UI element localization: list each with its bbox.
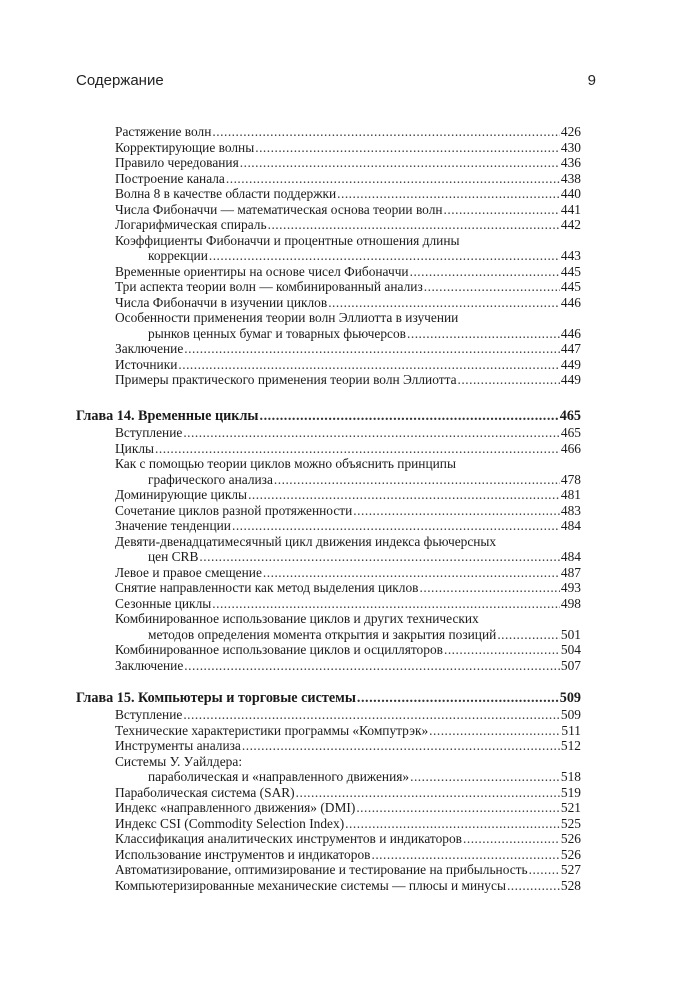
dot-leader [178,357,560,373]
dot-leader [184,341,560,357]
toc-entry-title: Инструменты анализа [115,738,241,753]
toc-entry-page: 481 [560,487,581,502]
dot-leader [240,155,560,171]
toc-entry-page: 512 [560,738,581,753]
dot-leader [328,295,560,311]
dot-leader [183,425,560,441]
toc-entry[interactable] [115,357,581,373]
toc-entry-title-line1: Комбинированное использование циклов и других технических [115,611,479,626]
toc-entry-page: 498 [560,595,581,611]
dot-leader [296,785,560,801]
toc-entry-title: Вступление [115,707,183,722]
toc-entry[interactable] [115,487,581,503]
toc-entry-title: Заключение [115,657,184,673]
toc-entry-title-line1: Особенности применения теории волн Эллиотта в изучении [115,310,459,325]
toc-entry-page: 446 [560,325,581,341]
toc-entry[interactable] [115,186,581,202]
toc-entry[interactable] [115,341,581,357]
toc-entry-title: Классификация аналитических инструментов и индикаторов [115,831,463,846]
toc-entry-page: 527 [560,862,581,877]
toc-entry-title: Индекс «направленного движения» (DMI) [115,800,356,815]
dot-leader [444,202,560,218]
dot-leader [248,487,560,503]
dot-leader [183,707,560,723]
toc-entry[interactable] [115,878,581,894]
toc-entry-page: 465 [560,425,581,440]
toc-entry-title: Индекс CSI (Commodity Selection Index) [115,815,345,831]
toc-entry-title: коррекции [148,248,208,263]
running-head [76,72,596,89]
toc-entry[interactable] [115,372,581,388]
toc-entry-page: 449 [560,356,581,372]
toc-entry-title-line1: Коэффициенты Фибоначчи и процентные отношения длины [115,232,460,248]
dot-leader [263,565,560,581]
toc-entry-title: Значение тенденции [115,518,231,533]
dot-leader [260,408,559,424]
dot-leader [424,279,560,295]
toc-entry[interactable] [115,124,581,140]
dot-leader [184,658,560,674]
dot-leader [199,549,559,565]
toc-entry-title: Вступление [115,425,183,440]
toc-entry-page: 466 [560,440,581,456]
toc-entry-page: 478 [560,471,581,487]
toc-entry-page: 504 [560,642,581,657]
dot-leader [444,642,560,658]
toc-entry-page: 526 [560,846,581,862]
toc-entry-title: Доминирующие циклы [115,487,248,502]
toc-entry[interactable] [115,171,581,187]
toc-entry[interactable] [115,217,581,233]
toc-entry-page: 501 [560,626,581,642]
dot-leader [410,769,560,785]
toc-entry-page: 442 [560,217,581,232]
dot-leader [337,186,560,202]
toc-entry-page: 465 [559,408,581,424]
toc-entry[interactable] [148,326,581,342]
dot-leader [497,627,560,643]
toc-entry-page: 528 [560,877,581,893]
toc-entry-title: Комбинированное использование циклов и осцилляторов [115,642,443,657]
toc-entry[interactable] [115,658,581,674]
toc-entry[interactable] [115,642,581,658]
toc-entry[interactable] [148,472,581,488]
toc-entry[interactable] [148,627,581,643]
toc-entry[interactable] [115,264,581,280]
toc-entry-page: 447 [560,341,581,356]
toc-entry[interactable] [115,202,581,218]
toc-entry-title: Три аспекта теории волн — комбинированный анализ [115,279,423,294]
toc-chapter[interactable] [76,408,581,424]
toc-entry[interactable] [115,565,581,581]
dot-leader [209,248,560,264]
toc-entry-title: рынков ценных бумаг и товарных фьючерсов [148,325,407,341]
toc-entry[interactable] [115,707,581,723]
toc-entry-page: 507 [560,657,581,673]
toc-entry[interactable] [115,785,581,801]
toc-entry-page: 493 [560,580,581,595]
dot-leader [507,878,560,894]
dot-leader [420,580,560,596]
toc-entry-title-line1: Как с помощью теории циклов можно объяснить принципы [115,456,456,471]
dot-leader [155,441,560,457]
dot-leader [407,326,560,342]
toc-entry[interactable] [148,248,581,264]
toc-entry[interactable] [115,155,581,171]
toc-entry[interactable] [115,800,581,816]
toc-entry-title: Волна 8 в качестве области поддержки [115,186,337,201]
toc-entry[interactable] [115,518,581,534]
toc-entry-title: Сезонные циклы [115,595,212,611]
toc-entry-title: Автоматизирование, оптимизирование и тестирование на прибыльность [115,862,528,877]
toc-entry[interactable] [115,279,581,295]
dot-leader [274,472,560,488]
dot-leader [242,738,560,754]
toc-entry-title: Построение канала [115,170,225,186]
toc-entry-title: Глава 14. Временные циклы [76,408,259,424]
toc-entry[interactable] [148,769,581,785]
toc-entry[interactable] [148,549,581,565]
toc-entry-page: 519 [560,784,581,800]
toc-entry-title: Числа Фибоначчи в изучении циклов [115,294,328,310]
toc-entry-title: Использование инструментов и индикаторов [115,846,371,862]
toc-entry-title: Сочетание циклов разной протяженности [115,502,353,518]
toc-entry-page: 521 [560,800,581,815]
toc-entry-title: Правило чередования [115,155,239,170]
toc-entry-title: Временные ориентиры на основе чисел Фибоначчи [115,263,409,279]
toc-entry-title: Снятие направленности как метод выделения циклов [115,580,419,595]
toc-entry-page: 426 [560,124,581,139]
toc-entry[interactable] [115,816,581,832]
dot-leader [429,723,560,739]
toc-entry[interactable] [115,441,581,457]
toc-entry[interactable] [115,140,581,156]
toc-entry-title: Глава 15. Компьютеры и торговые системы [76,690,356,706]
toc-chapter[interactable] [76,690,581,706]
toc-entry[interactable] [115,831,581,847]
toc-entry[interactable] [115,738,581,754]
toc-entry-title: Числа Фибоначчи — математическая основа теории волн [115,201,443,217]
toc-entry-page: 509 [560,707,581,722]
toc-entry-page: 445 [560,263,581,279]
dot-leader [232,518,560,534]
toc-entry-title: Логарифмическая спираль [115,217,267,232]
dot-leader [371,847,559,863]
dot-leader [463,831,560,847]
toc-entry[interactable] [115,862,581,878]
toc-entry-title: методов определения момента открытия и закрытия позиций [148,626,497,642]
toc-entry-title: графического анализа [148,471,273,487]
dot-leader [212,596,560,612]
dot-leader [357,690,559,706]
toc-entry-title: Заключение [115,341,184,356]
dot-leader [353,503,560,519]
toc-entry-page: 487 [560,564,581,580]
toc-entry-page: 483 [560,502,581,518]
section-title: Содержание [76,72,164,89]
toc-entry[interactable] [115,425,581,441]
toc-entry-page: 441 [560,201,581,217]
toc-entry-page: 438 [560,170,581,186]
toc-entry-title: Источники [115,356,178,372]
dot-leader [212,124,559,140]
toc-entry-page: 484 [560,549,581,564]
dot-leader [356,800,560,816]
toc-entry-title: Корректирующие волны [115,139,255,155]
dot-leader [458,372,560,388]
toc-entry-page: 449 [560,372,581,387]
toc-entry[interactable] [115,596,581,612]
toc-entry-page: 446 [560,294,581,310]
toc-entry-page: 484 [560,518,581,533]
toc-entry-page: 443 [560,248,581,263]
toc-entry[interactable] [115,503,581,519]
page-number: 9 [587,72,596,89]
toc-entry-page: 440 [560,186,581,201]
dot-leader [226,171,560,187]
toc-entry-page: 509 [559,690,581,706]
toc-entry-title-line1: Девяти-двенадцатимесячный цикл движения индекса фьючерсных [115,533,497,549]
toc-entry-title: Растяжение волн [115,124,212,139]
toc-entry-page: 526 [560,831,581,846]
toc-entry-title: Параболическая система (SAR) [115,784,295,800]
toc-entry[interactable] [115,847,581,863]
dot-leader [255,140,560,156]
toc-entry-page: 511 [561,722,581,738]
toc-entry[interactable] [115,580,581,596]
toc-entry-title: цен CRB [148,549,199,564]
toc-entry-page: 525 [560,815,581,831]
toc-entry-page: 445 [560,279,581,294]
toc-entry-title: Технические характеристики программы «Компутрэк» [115,722,429,738]
dot-leader [529,862,560,878]
toc-entry-title: Циклы [115,440,155,456]
toc-entry-page: 436 [560,155,581,170]
toc-entry-title: параболическая и «направленного движения» [148,769,410,784]
toc-entry[interactable] [115,723,581,739]
dot-leader [345,816,560,832]
toc-entry-title-line1: Системы У. Уайлдера: [115,753,243,769]
dot-leader [410,264,560,280]
toc-entry-title: Компьютеризированные механические системы — плюсы и минусы [115,877,506,893]
toc-entry-page: 430 [560,139,581,155]
toc-entry[interactable] [115,295,581,311]
toc-entry-title: Примеры практического применения теории волн Эллиотта [115,372,457,387]
toc-entry-page: 518 [560,769,581,784]
toc-entry-title: Левое и правое смещение [115,564,262,580]
dot-leader [268,217,560,233]
